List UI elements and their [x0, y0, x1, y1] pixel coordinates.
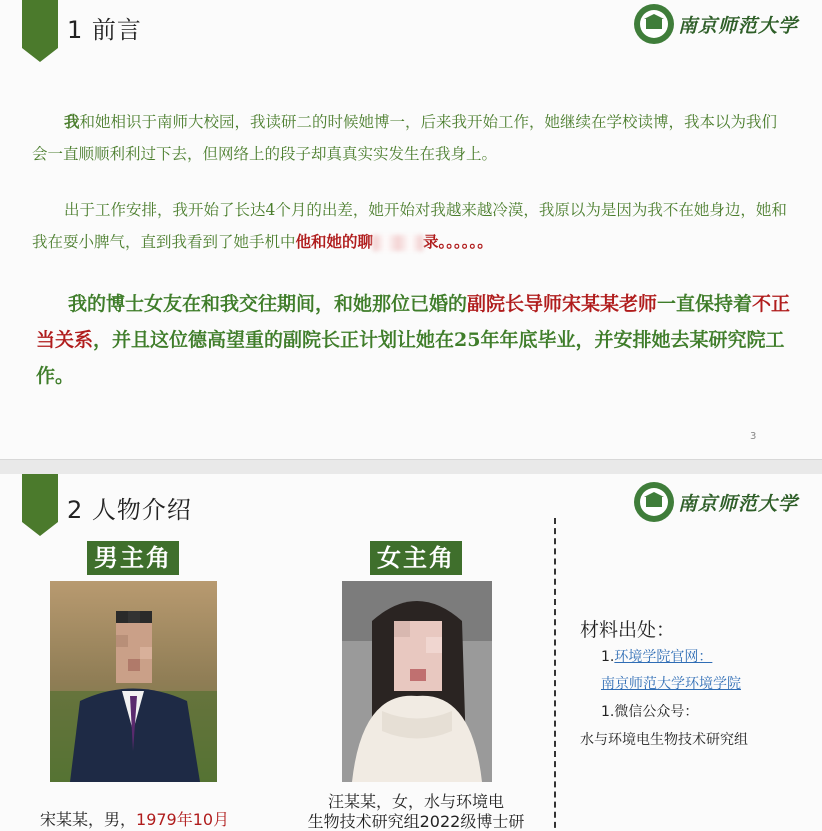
university-name: 南京师范大学	[678, 15, 799, 37]
paragraph-2-highlight: 他和她的聊	[295, 232, 374, 251]
paragraph-1-first-char: 我	[64, 112, 80, 131]
key-statement	[36, 286, 796, 394]
male-lead-label: 男主角	[87, 541, 179, 575]
sources-heading: 材料出处：	[580, 619, 676, 641]
key-statement-highlight-1: 副院长导师宋某某老师	[467, 293, 658, 315]
source-2-number: 1.	[601, 704, 615, 720]
source-1	[601, 647, 712, 667]
female-lead-caption	[296, 792, 536, 831]
paragraph-2-text: 出于工作安排，我开始了长达4个月的出差，她开始对我越来越冷漠，我原以为是因为我不在她身边，她和我在耍小脾气，直到我看到了她手机中	[32, 201, 787, 251]
source-2-text: 微信公众号：	[614, 704, 699, 720]
title-tab-marker	[22, 0, 58, 62]
slide-characters	[0, 474, 822, 831]
university-logo	[634, 482, 804, 524]
source-2-line-2: 水与环境电生物技术研究组	[580, 732, 748, 748]
dashed-divider	[554, 518, 556, 831]
university-name: 南京师范大学	[678, 493, 799, 515]
slide-title: 2 人物介绍	[67, 496, 192, 524]
paragraph-1-text: 和她相识于南师大校园，我读研二的时候她博一，后来我开始工作，她继续在学校读博，我本以为我们会一直顺顺利利过下去，但网络上的段子却真真实实发生在我身上。	[32, 113, 778, 163]
university-emblem-icon	[634, 482, 674, 522]
female-lead-label: 女主角	[370, 541, 462, 575]
key-statement-highlight-2: 不正当关系	[36, 293, 791, 351]
source-2	[601, 702, 698, 722]
paragraph-2	[32, 194, 792, 258]
female-lead-caption-line-1: 汪某某，女，水与环境电	[327, 792, 504, 811]
source-1-link-2[interactable]: 南京师范大学环境学院	[601, 676, 741, 692]
male-lead-caption	[40, 810, 260, 830]
male-lead-photo	[50, 581, 217, 782]
university-emblem-icon	[634, 4, 674, 44]
source-1-link[interactable]: 环境学院官网：	[614, 649, 713, 665]
slide-title: 1 前言	[67, 16, 142, 44]
key-statement-text-3: ，并且这位德高望重的副院长正计划让她在25年年底毕业，并安排她去某研究院工作。	[36, 329, 785, 387]
blurred-text	[373, 235, 423, 251]
male-lead-birth-date: 1979年10月	[136, 810, 230, 829]
paragraph-2-ending: 录。。。。。。	[423, 232, 493, 251]
female-lead-caption-line-2: 生物技术研究组2022级博士研	[307, 812, 525, 831]
male-lead-caption-text: 宋某某，男，	[40, 810, 137, 829]
key-statement-text-2: 一直保持着	[657, 293, 753, 315]
title-tab-marker	[22, 474, 58, 536]
source-1-number: 1.	[601, 649, 615, 665]
paragraph-1	[32, 106, 792, 170]
key-statement-text-1: 我的博士女友在和我交往期间，和她那位已婚的	[68, 293, 468, 315]
source-1-line-2	[601, 674, 741, 694]
university-logo	[634, 4, 804, 46]
page-number: 3	[750, 431, 757, 442]
female-lead-photo	[342, 581, 492, 782]
